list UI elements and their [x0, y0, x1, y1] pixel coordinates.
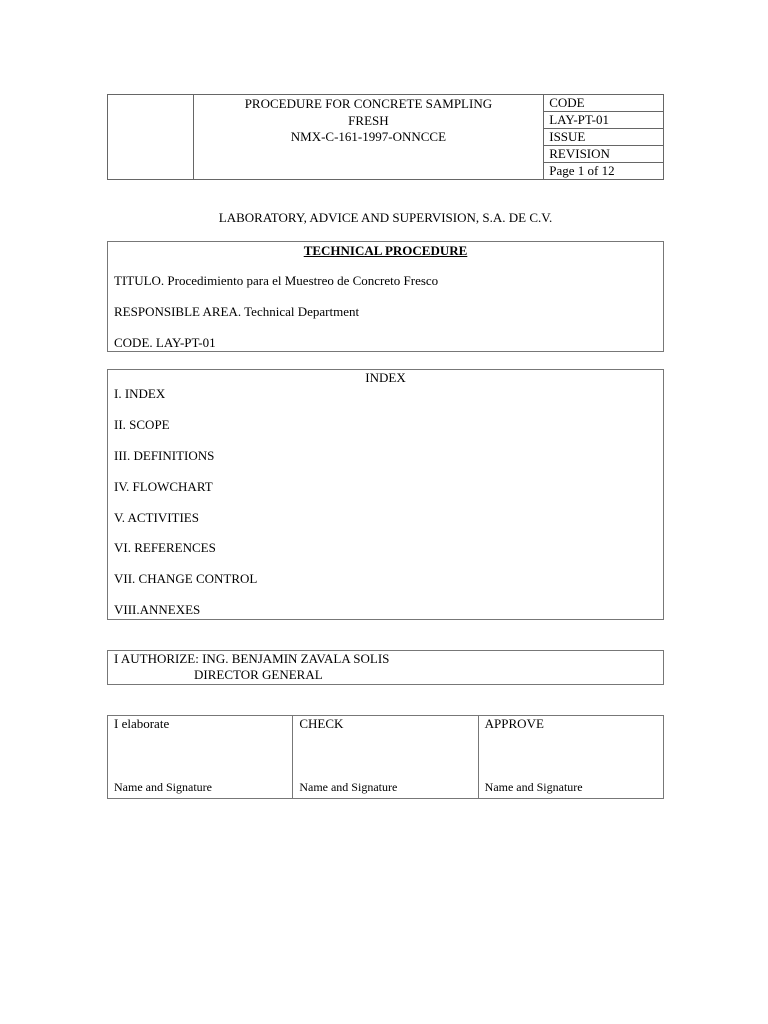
- procedure-standard: NMX-C-161-1997-ONNCCE: [290, 129, 447, 144]
- responsible-area-line: RESPONSIBLE AREA. Technical Department: [114, 304, 360, 319]
- signature-caption: Name and Signature: [299, 780, 398, 794]
- revision-label: REVISION: [544, 146, 663, 163]
- index-item: I. INDEX: [114, 386, 166, 401]
- authorization-box: [107, 650, 664, 685]
- index-item: V. ACTIVITIES: [114, 510, 199, 525]
- index-item: II. SCOPE: [114, 417, 170, 432]
- company-name: LABORATORY, ADVICE AND SUPERVISION, S.A. DE C.V.: [218, 210, 553, 225]
- index-item: VII. CHANGE CONTROL: [114, 571, 258, 586]
- authorizer-name: I AUTHORIZE: ING. BENJAMIN ZAVALA SOLIS: [114, 651, 390, 666]
- index-item: VI. REFERENCES: [114, 540, 216, 555]
- signature-cell-approve: [478, 716, 663, 799]
- signature-caption: Name and Signature: [484, 780, 583, 794]
- document-control-cell: [544, 95, 664, 180]
- index-item: IV. FLOWCHART: [114, 479, 213, 494]
- page-number: Page 1 of 12: [549, 163, 615, 178]
- signature-table: [107, 715, 664, 799]
- index-item: III. DEFINITIONS: [114, 448, 215, 463]
- authorizer-title: DIRECTOR GENERAL: [194, 667, 323, 682]
- header-table: [107, 94, 664, 180]
- technical-procedure-box: [107, 241, 664, 352]
- index-item: VIII.ANNEXES: [114, 602, 201, 617]
- signature-cell-check: [293, 716, 478, 799]
- signature-caption: Name and Signature: [114, 780, 212, 794]
- procedure-title-line: FRESH: [348, 112, 389, 128]
- signature-heading: CHECK: [299, 716, 344, 731]
- signature-heading: APPROVE: [484, 716, 544, 731]
- issue-label: ISSUE: [544, 129, 663, 146]
- logo-cell: [108, 95, 194, 180]
- procedure-title-line: PROCEDURE FOR CONCRETE SAMPLING: [244, 96, 493, 111]
- index-heading: INDEX: [365, 370, 406, 385]
- index-box: [107, 369, 664, 620]
- technical-procedure-heading: TECHNICAL PROCEDURE: [303, 243, 468, 258]
- code-line: CODE. LAY-PT-01: [114, 335, 216, 350]
- code-label: CODE: [544, 95, 663, 112]
- code-value: LAY-PT-01: [544, 112, 663, 129]
- titulo-line: TITULO. Procedimiento para el Muestreo de Concreto Fresco: [114, 273, 439, 288]
- signature-cell-elaborate: [108, 716, 293, 799]
- procedure-title-cell: [193, 95, 544, 180]
- signature-heading: I elaborate: [114, 716, 170, 731]
